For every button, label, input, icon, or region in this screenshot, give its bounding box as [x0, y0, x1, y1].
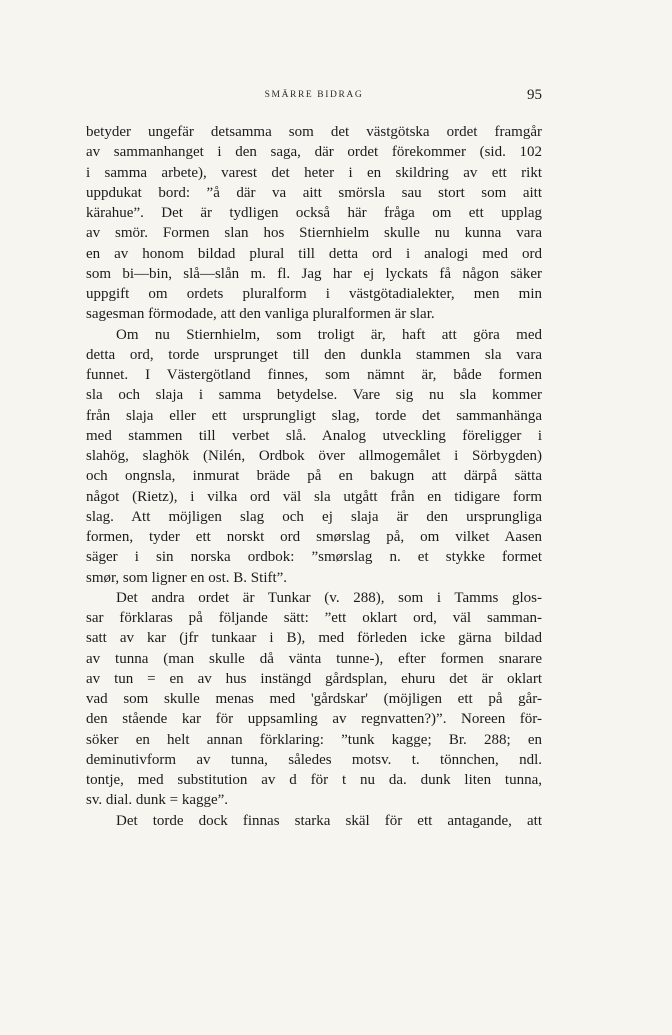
text-line: deminutivform av tunna, således motsv. t. tönnchen, ndl. — [86, 751, 542, 768]
text-line: uppgift om ordets pluralform i västgötadialekter, men min — [86, 286, 542, 302]
text-line: smør, som ligner en ost. B. Stift”. — [86, 569, 288, 586]
text-line: av smör. Formen slan hos Stiernhielm skulle nu kunna vara — [86, 225, 542, 242]
text-line: och ongnsla, inmurat bräde på en bakugn att därpå sätta — [86, 468, 542, 485]
text-line: tontje, med substitution av d för t nu da. dunk liten tunna, — [86, 772, 542, 788]
text-line: betyder ungefär detsamma som det västgötska ordet framgår — [86, 124, 542, 140]
body-text — [86, 122, 542, 831]
text-line: sar förklaras på följande sätt: ”ett oklart ord, väl samman- — [86, 610, 542, 626]
text-line: formen, tyder ett norskt ord smørslag på, om vilket Aasen — [86, 529, 542, 545]
text-line: slag. Att möjligen slag och ej slaja är den ursprungliga — [86, 508, 542, 525]
text-line: uppdukat bord: ”å där va aitt smörsla sau stort som aitt — [86, 184, 542, 201]
page-number: 95 — [527, 87, 542, 103]
text-line: sla och slaja i samma betydelse. Vare sig nu sla kommer — [86, 387, 542, 404]
text-line: sv. dial. dunk = kagge”. — [86, 792, 229, 809]
text-line: vad som skulle menas med 'gårdskar' (möjligen ett på går- — [86, 691, 542, 707]
text-line: av tun = en av hus instängd gårdsplan, ehuru det är oklart — [86, 670, 542, 687]
text-line: med stammen till verbet slå. Analog utveckling föreligger i — [86, 427, 542, 444]
text-line: säger i sin norska ordbok: ”smørslag n. et stykke formet — [86, 549, 542, 566]
text-line: av sammanhanget i den saga, där ordet förekommer (sid. 102 — [86, 144, 542, 161]
page-header — [86, 87, 542, 110]
text-line: något (Rietz), i vilka ord väl sla utgått från en tidigare form — [86, 488, 542, 505]
text-line: slahög, slaghök (Nilén, Ordbok över allmogemålet i Sörbygden) — [86, 448, 542, 464]
text-line: sagesman förmodade, att den vanliga pluralformen är slar. — [86, 306, 435, 323]
text-line: av tunna (man skulle då vänta tunne-), efter formen snarare — [86, 650, 542, 667]
text-line: från slaja eller ett ursprungligt slag, torde det sammanhänga — [86, 407, 542, 424]
text-line: som bi—bin, slå—slån m. fl. Jag har ej lyckats få någon säker — [86, 265, 542, 282]
text-line: i samma arbete), varest det heter i en skildring av ett rikt — [86, 164, 542, 181]
text-line: kärahue”. Det är tydligen också här fråga om ett upplag — [86, 205, 542, 221]
text-line: den stående kar för uppsamling av regnvatten?)”. Noreen för- — [86, 711, 542, 728]
text-line: Om nu Stiernhielm, som troligt är, haft att göra med — [116, 326, 542, 343]
text-line: en av honom bildad plural till detta ord i analogi med ord — [86, 245, 542, 262]
text-line: funnet. I Västergötland finnes, som nämnt är, både formen — [86, 367, 542, 383]
text-line: söker en helt annan förklaring: ”tunk kagge; Br. 288; en — [86, 731, 542, 748]
text-line: Det andra ordet är Tunkar (v. 288), som i Tamms glos- — [116, 589, 542, 606]
text-line: detta ord, torde ursprunget till den dunkla stammen sla vara — [86, 346, 542, 363]
text-line: Det torde dock finnas starka skäl för ett antagande, att — [116, 812, 542, 829]
running-head: SMÄRRE BIDRAG — [264, 90, 364, 100]
text-line: satt av kar (jfr tunkaar i B), med förleden icke gärna bildad — [86, 630, 542, 647]
